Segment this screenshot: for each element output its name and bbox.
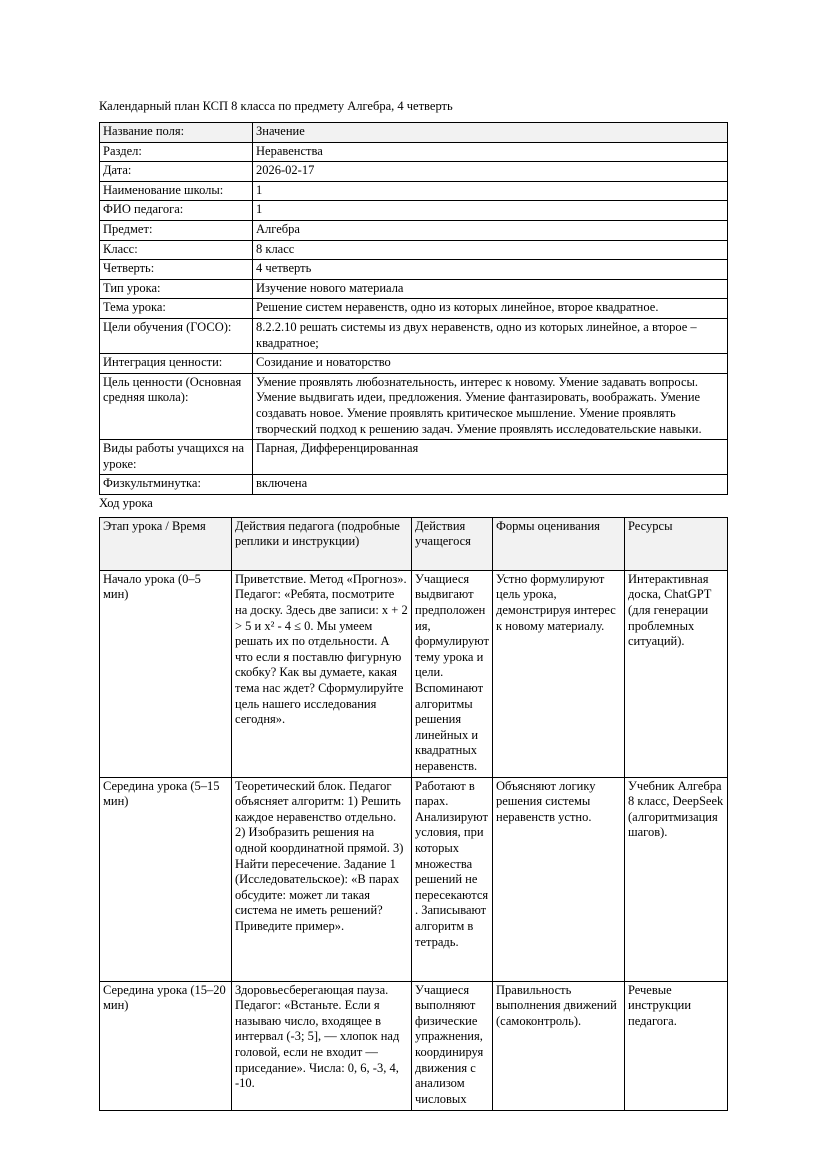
info-field-label: Наименование школы: [100,181,253,201]
table-row [100,777,728,981]
table-row [100,440,728,475]
info-field-value: 8.2.2.10 решать системы из двух неравенств, одно из которых линейное, а второе – квадратное; [253,318,728,353]
lesson-flow-table [99,517,728,1111]
flow-cell-student: Учащиеся выдвигают предположения, формулируют тему урока и цели. Вспоминают алгоритмы решения линейных и квадратных неравенств. [412,570,493,777]
table-row [100,162,728,182]
table-row [100,142,728,162]
lesson-flow-heading: Ход урока [99,495,153,510]
flow-column-header-stage: Этап урока / Время [100,517,232,570]
flow-header-row [100,517,728,570]
lesson-flow-clip [99,517,827,1111]
table-row [100,373,728,439]
table-row [100,260,728,280]
lesson-info-table [99,122,728,495]
table-row [100,201,728,221]
info-field-label: Интеграция ценности: [100,354,253,374]
flow-cell-stage: Начало урока (0–5 мин) [100,570,232,777]
flow-column-header-assessment: Формы оценивания [493,517,625,570]
info-field-label: Четверть: [100,260,253,280]
info-field-label: Предмет: [100,220,253,240]
flow-cell-student: Работают в парах. Анализируют условия, при которых множества решений не пересекаются. Записывают алгоритм в тетрадь. [412,777,493,981]
table-row [100,354,728,374]
flow-cell-resources: Учебник Алгебра 8 класс, DeepSeek (алгоритмизация шагов). [625,777,728,981]
flow-column-header-teacher: Действия педагога (подробные реплики и инструкции) [232,517,412,570]
info-field-value: Алгебра [253,220,728,240]
flow-cell-student: Учащиеся выполняют физические упражнения, координируя движения с анализом числовых [412,981,493,1110]
info-field-value: 8 класс [253,240,728,260]
table-row [100,475,728,495]
flow-cell-resources: Интерактивная доска, ChatGPT (для генерации проблемных ситуаций). [625,570,728,777]
table-row [100,318,728,353]
info-field-value: 1 [253,201,728,221]
lesson-info-body [100,123,728,495]
info-field-label: Виды работы учащихся на уроке: [100,440,253,475]
flow-column-header-student: Действия учащегося [412,517,493,570]
info-field-label: Тип урока: [100,279,253,299]
info-field-label: Раздел: [100,142,253,162]
info-field-label: Цель ценности (Основная средняя школа): [100,373,253,439]
info-field-value: 2026-02-17 [253,162,728,182]
info-field-value: Парная, Дифференцированная [253,440,728,475]
info-field-label: Тема урока: [100,299,253,319]
flow-cell-stage: Середина урока (5–15 мин) [100,777,232,981]
flow-cell-assessment: Правильность выполнения движений (самоконтроль). [493,981,625,1110]
info-field-label: Физкультминутка: [100,475,253,495]
info-field-value: Изучение нового материала [253,279,728,299]
flow-cell-teacher: Здоровьесберегающая пауза. Педагог: «Встаньте. Если я называю число, входящее в интервал (-3; 5], — хлопок над головой, если не входит — приседание». Числа: 0, 6, -3, 4, -10. [232,981,412,1110]
flow-cell-teacher: Теоретический блок. Педагог объясняет алгоритм: 1) Решить каждое неравенство отдельно. 2) Изобразить решения на одной координатной прямой. 3) Найти пересечение. Задание 1 (Исследовательское): «В парах обсудите: может ли такая система не иметь решений? Приведите пример». [232,777,412,981]
flow-cell-teacher: Приветствие. Метод «Прогноз». Педагог: «Ребята, посмотрите на доску. Здесь две записи: x + 2 > 5 и x² - 4 ≤ 0. Мы умеем решать их по отдельности. А что если я поставлю фигурную скобку? Как вы думаете, какая тема нас ждет? Сформулируйте цель нашего исследования сегодня». [232,570,412,777]
info-field-value: 1 [253,181,728,201]
info-field-label: ФИО педагога: [100,201,253,221]
info-field-label: Дата: [100,162,253,182]
flow-cell-stage: Середина урока (15–20 мин) [100,981,232,1110]
info-header-value: Значение [253,123,728,143]
info-field-value: 4 четверть [253,260,728,280]
info-field-value: Умение проявлять любознательность, интерес к новому. Умение задавать вопросы. Умение выдвигать идеи, предложения. Умение фантазировать, воображать. Умение создавать новое. Умение проявлять критическое мышление. Умение проявлять творческий подход к решению задач. Умение проявлять исследовательские навыки. [253,373,728,439]
info-field-label: Класс: [100,240,253,260]
table-row [100,240,728,260]
flow-cell-resources: Речевые инструкции педагога. [625,981,728,1110]
lesson-flow-body [100,517,728,1110]
flow-column-header-resources: Ресурсы [625,517,728,570]
info-field-label: Цели обучения (ГОСО): [100,318,253,353]
table-row [100,181,728,201]
table-row [100,299,728,319]
table-row [100,279,728,299]
flow-cell-assessment: Устно формулируют цель урока, демонстрируя интерес к новому материалу. [493,570,625,777]
flow-cell-assessment: Объясняют логику решения системы неравенств устно. [493,777,625,981]
info-field-value: Решение систем неравенств, одно из которых линейное, второе квадратное. [253,299,728,319]
table-row [100,570,728,777]
info-field-value: включена [253,475,728,495]
info-header-field: Название поля: [100,123,253,143]
info-field-value: Неравенства [253,142,728,162]
info-field-value: Созидание и новаторство [253,354,728,374]
page-title: Календарный план КСП 8 класса по предмету Алгебра, 4 четверть [99,99,453,113]
info-header-row [100,123,728,143]
table-row [100,220,728,240]
table-row [100,981,728,1110]
